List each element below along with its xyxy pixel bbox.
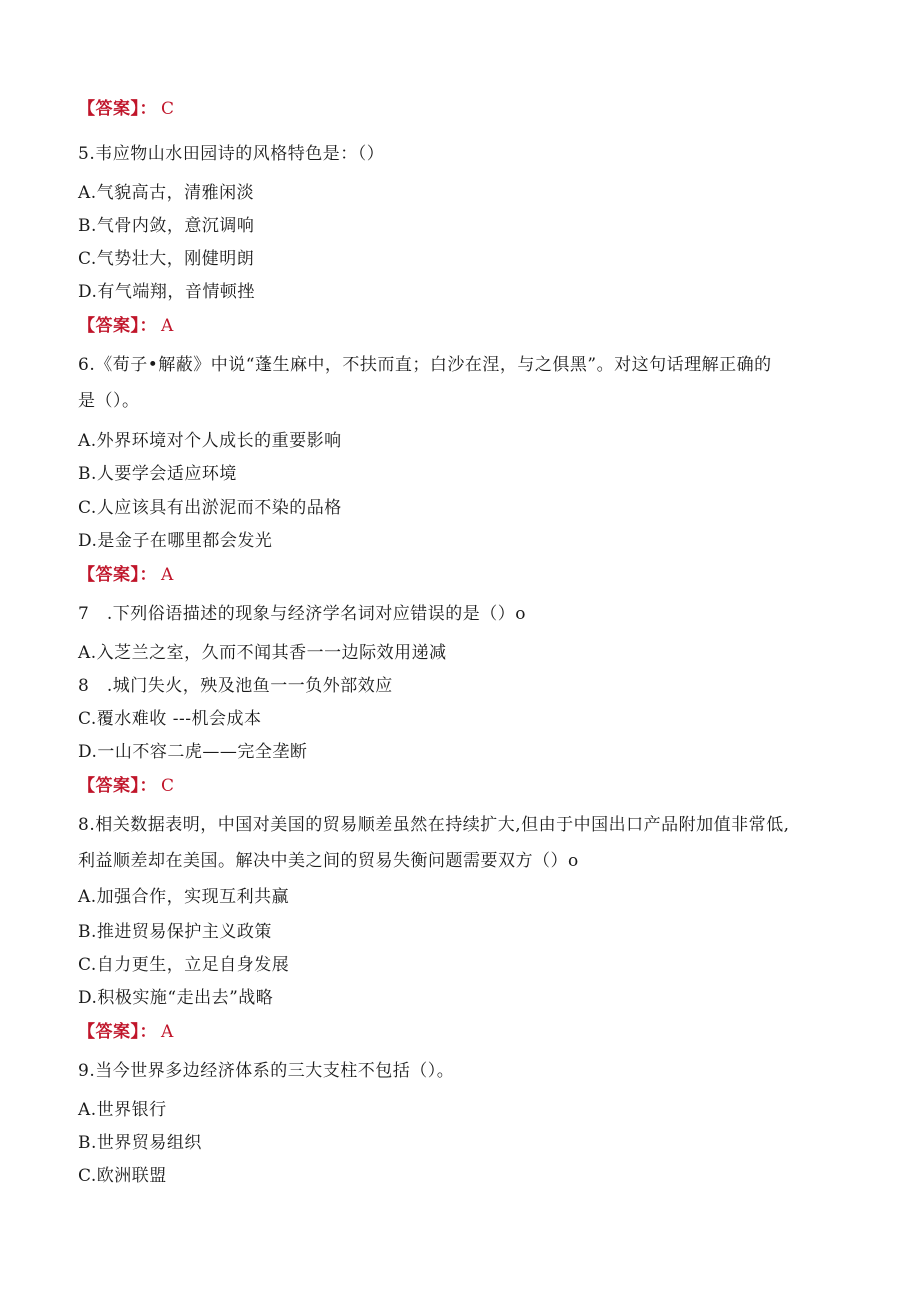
option-c: C.欧洲联盟 bbox=[78, 1166, 167, 1186]
question-9: 9.当今世界多边经济体系的三大支柱不包括（）。 bbox=[78, 1061, 455, 1081]
option-d: D.一山不容二虎——完全垄断 bbox=[78, 742, 308, 762]
option-a: A.外界环境对个人成长的重要影响 bbox=[78, 431, 342, 451]
option-d: D.有气端翔，音情顿挫 bbox=[78, 282, 255, 302]
option-b: B.气骨内敛，意沉调响 bbox=[78, 216, 255, 236]
question-6-continued: 是（）。 bbox=[78, 391, 140, 411]
answer-line: 【答案】： C bbox=[78, 99, 175, 119]
answer-line: 【答案】： C bbox=[78, 776, 175, 796]
option-b: B.世界贸易组织 bbox=[78, 1133, 202, 1153]
answer-line: 【答案】： A bbox=[78, 316, 174, 336]
option-d: D.是金子在哪里都会发光 bbox=[78, 531, 273, 551]
question-6: 6.《荀子•解蔽》中说“蓬生麻中，不扶而直；白沙在涅，与之俱黑”。对这句话理解正确的 bbox=[78, 355, 772, 375]
question-8: 8.相关数据表明，中国对美国的贸易顺差虽然在持续扩大,但由于中国出口产品附加值非常低, bbox=[78, 815, 790, 835]
option-b: 8 .城门失火，殃及池鱼一一负外部效应 bbox=[78, 676, 393, 696]
option-c: C.气势壮大，刚健明朗 bbox=[78, 249, 255, 269]
answer-line: 【答案】： A bbox=[78, 1022, 174, 1042]
option-a: A.世界银行 bbox=[78, 1100, 167, 1120]
option-c: C.自力更生，立足自身发展 bbox=[78, 955, 290, 975]
question-8-continued: 利益顺差却在美国。解决中美之间的贸易失衡问题需要双方（）o bbox=[78, 851, 579, 871]
option-a: A.气貌高古，清雅闲淡 bbox=[78, 183, 255, 203]
question-7: 7 .下列俗语描述的现象与经济学名词对应错误的是（）o bbox=[78, 604, 526, 624]
option-c: C.覆水难收 ---机会成本 bbox=[78, 709, 262, 729]
option-d: D.积极实施“走出去”战略 bbox=[78, 988, 274, 1008]
option-c: C.人应该具有出淤泥而不染的品格 bbox=[78, 498, 342, 518]
option-a: A.入芝兰之室，久而不闻其香一一边际效用递减 bbox=[78, 643, 447, 663]
answer-line: 【答案】： A bbox=[78, 565, 174, 585]
option-a: A.加强合作，实现互利共赢 bbox=[78, 887, 290, 907]
option-b: B.人要学会适应环境 bbox=[78, 464, 237, 484]
question-5: 5.韦应物山水田园诗的风格特色是：（） bbox=[78, 144, 385, 164]
option-b: B.推进贸易保护主义政策 bbox=[78, 922, 272, 942]
